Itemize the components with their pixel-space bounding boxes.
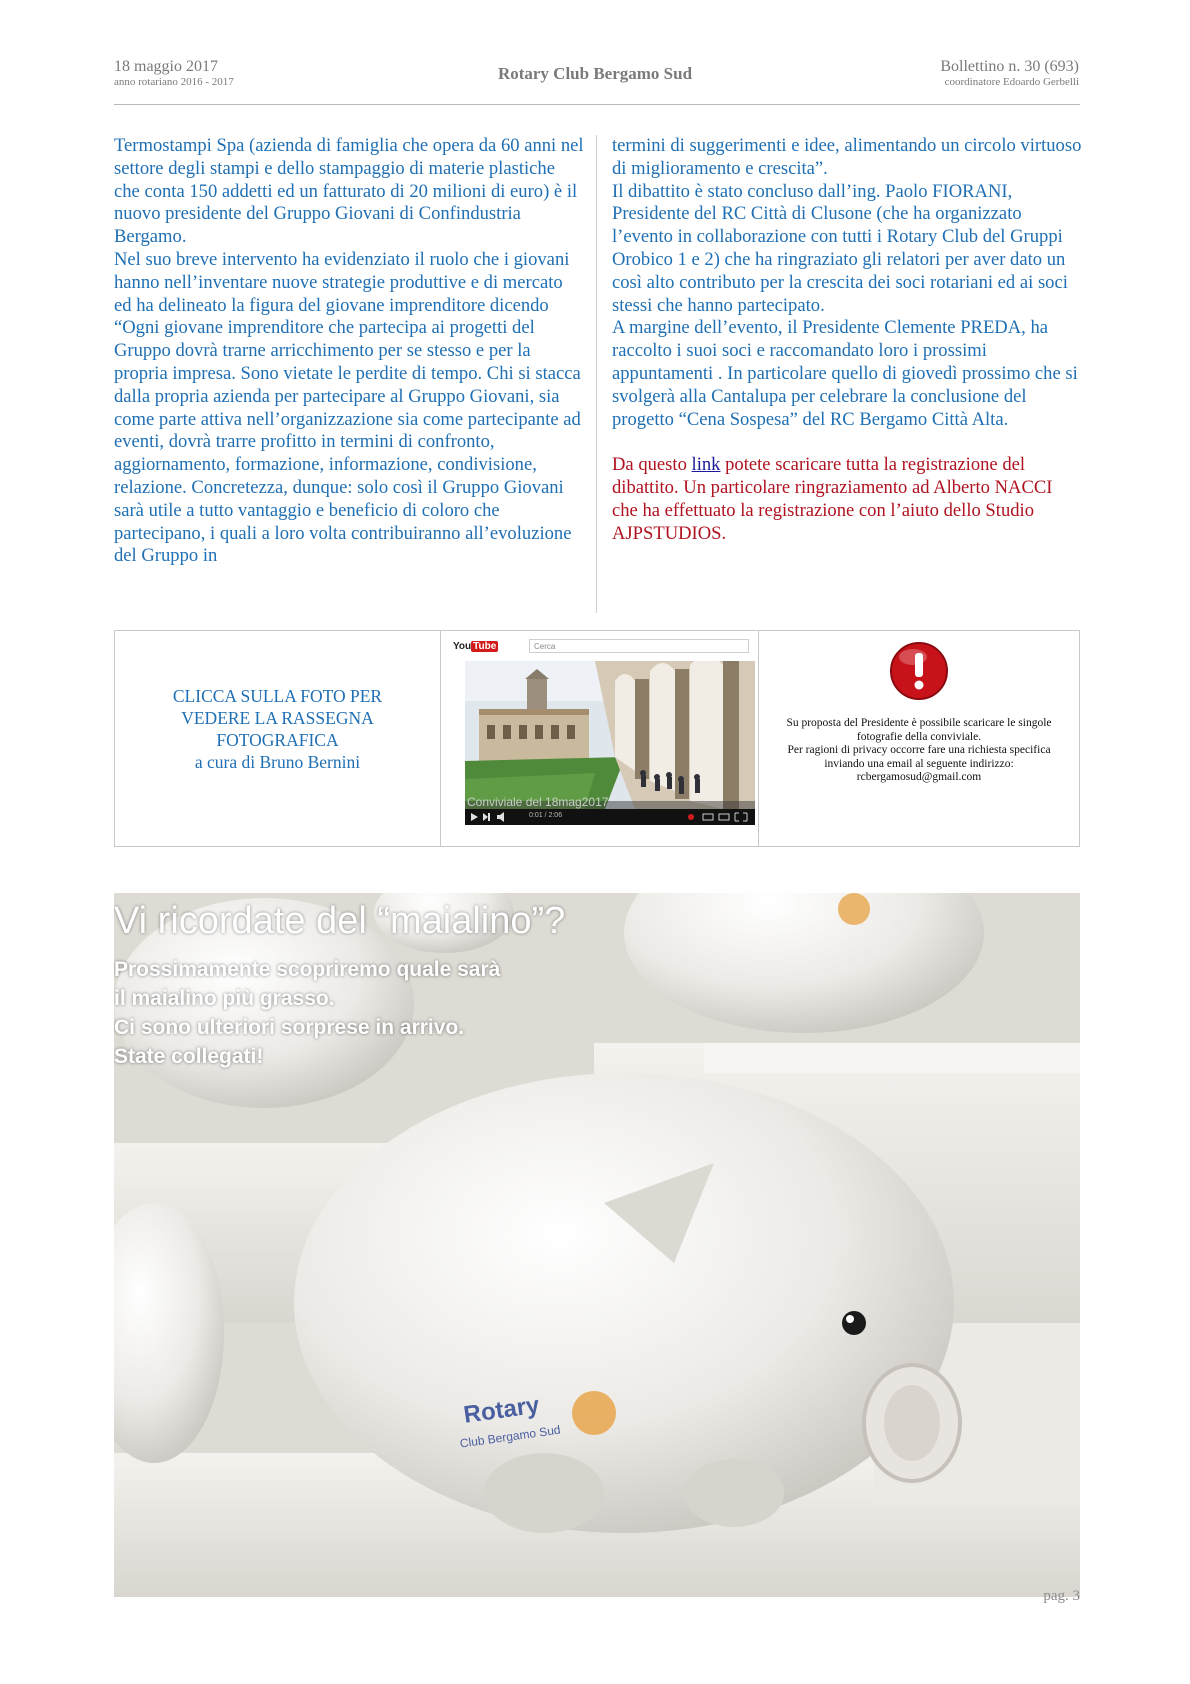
youtube-logo-tube: Tube bbox=[473, 641, 497, 652]
right-paragraph-2: Il dibattito è stato concluso dall’ing. Paolo FIORANI, Presidente del RC Città di Clusone (che ha organizzato l’evento in collaborazione con tutti i Rotary Club del Gruppi Orobico 1 e 2) che ha ringraziato gli relatori per aver dato un così alto contributo per la crescita dei soci rotariani ed ai soci stessi che hanno partecipato. bbox=[612, 180, 1068, 316]
download-note-before: Da questo bbox=[612, 454, 692, 476]
notice-line-1: Su proposta del Presidente è possibile scaricare le singole fotografie della conviviale. bbox=[786, 717, 1052, 743]
gallery-line-2: VEDERE LA RASSEGNA bbox=[181, 708, 374, 728]
bulletin-number: Bollettino n. 30 (693) bbox=[940, 58, 1079, 75]
column-divider bbox=[596, 135, 597, 613]
piggy-line-1: Prossimamente scopriremo quale sarà bbox=[114, 958, 501, 981]
piggy-text bbox=[114, 955, 500, 1071]
youtube-bar bbox=[449, 637, 755, 659]
rotary-year: anno rotariano 2016 - 2017 bbox=[114, 76, 234, 88]
piggy-headline: Vi ricordate del “maialino”? bbox=[114, 900, 566, 942]
header-divider bbox=[114, 104, 1080, 105]
right-column bbox=[612, 135, 1082, 545]
play-controls-icon[interactable] bbox=[467, 809, 527, 825]
gallery-line-3: FOTOGRAFICA bbox=[216, 730, 339, 750]
piggy-line-3: Ci sono ulteriori sorprese in arrivo. bbox=[114, 1016, 465, 1039]
download-note bbox=[612, 454, 1082, 545]
notice-email[interactable]: rcbergamosud@gmail.com bbox=[856, 771, 982, 783]
page-number: pag. 3 bbox=[1043, 1588, 1080, 1604]
left-paragraph-1: Termostampi Spa (azienda di famiglia che opera da 60 anni nel settore degli stampi e dello stampaggio di materie plastiche che conta 150 addetti ed un fatturato di 20 milioni di euro) è il nuovo presidente del Gruppo Giovani di Confindustria Bergamo. bbox=[114, 135, 584, 248]
media-table bbox=[114, 630, 1080, 847]
right-paragraph-3: A margine dell’evento, il Presidente Clemente PREDA, ha raccolto i suoi soci e raccomandato loro i prossimi appuntamenti . In particolare quello di giovedì prossimo che si svolgerà alla Cantalupa per celebrare la conclusione del progetto “Cena Sospesa” del RC Bergamo Città Alta. bbox=[612, 317, 1078, 430]
bulletin-date: 18 maggio 2017 bbox=[114, 58, 218, 75]
piggy-club-label: Club Bergamo Sud bbox=[458, 1422, 562, 1451]
video-time: 0:01 / 2:06 bbox=[529, 812, 563, 819]
video-cell bbox=[441, 631, 759, 846]
video-frame[interactable] bbox=[465, 661, 755, 825]
video-title: Conviviale del 18mag2017 bbox=[467, 795, 609, 809]
notice-cell bbox=[759, 631, 1079, 846]
youtube-search-input[interactable]: Cerca bbox=[529, 639, 749, 653]
left-paragraph-2: Nel suo breve intervento ha evidenziato il ruolo che i giovani hanno nell’inventare nuove strategie produttive e di mercato ed ha delineato la figura del giovane imprenditore dicendo “Ogni giovane imprenditore che partecipa ai progetti del Gruppo dovrà trarne arricchimento per se stesso e per la propria impresa. Sono vietate le perdite di tempo. Chi si stacca dalla propria azienda per partecipare al Gruppo Giovani, sia come parte attiva nell’organizzazione sia come partecipante ad eventi, dovrà trarre profitto in termini di confronto, aggiornamento, formazione, informazione, condivisione, relazione. Concretezza, dunque: solo così il Gruppo Giovani sarà utile a tutto vantaggio e beneficio di coloro che partecipano, i quali a loro volta contribuiranno all’evoluzione del Gruppo in bbox=[114, 248, 581, 567]
left-column bbox=[114, 135, 584, 568]
piggy-line-4: State collegati! bbox=[114, 1045, 264, 1068]
club-title: Rotary Club Bergamo Sud bbox=[497, 64, 693, 83]
player-settings-icon[interactable] bbox=[683, 809, 753, 825]
piggy-bank-photo bbox=[114, 893, 1080, 1597]
youtube-logo-you: You bbox=[453, 641, 472, 652]
right-paragraph-1: termini di suggerimenti e idee, alimentando un circolo virtuoso di miglioramento e crescita”. bbox=[612, 135, 1082, 179]
privacy-notice bbox=[767, 717, 1071, 785]
piggy-brand-label: Rotary bbox=[461, 1391, 542, 1429]
coordinator: coordinatore Edoardo Gerbelli bbox=[944, 76, 1079, 88]
piggy-line-2: il maialino più grasso. bbox=[114, 987, 335, 1010]
notice-line-2: Per ragioni di privacy occorre fare una richiesta specifica inviando una email al seguente indirizzo: bbox=[787, 744, 1051, 770]
warning-icon bbox=[889, 641, 949, 701]
gallery-caption[interactable] bbox=[125, 685, 430, 773]
gallery-credit: a cura di Bruno Bernini bbox=[194, 752, 361, 772]
video-controls bbox=[465, 809, 755, 825]
header-right bbox=[940, 58, 1079, 89]
download-note-after: potete scaricare tutta la registrazione del dibattito. Un particolare ringraziamento ad Alberto NACCI che ha effettuato la registrazione con l’aiuto dello Studio AJPSTUDIOS. bbox=[612, 454, 1053, 544]
paragraph-gap bbox=[612, 431, 1082, 454]
youtube-logo bbox=[453, 641, 498, 652]
video-thumbnail[interactable] bbox=[449, 637, 755, 825]
recording-link[interactable]: link bbox=[691, 454, 721, 476]
gallery-cell[interactable] bbox=[115, 631, 441, 846]
cloister-scene bbox=[465, 661, 755, 809]
gallery-line-1: CLICCA SULLA FOTO PER bbox=[172, 686, 383, 706]
